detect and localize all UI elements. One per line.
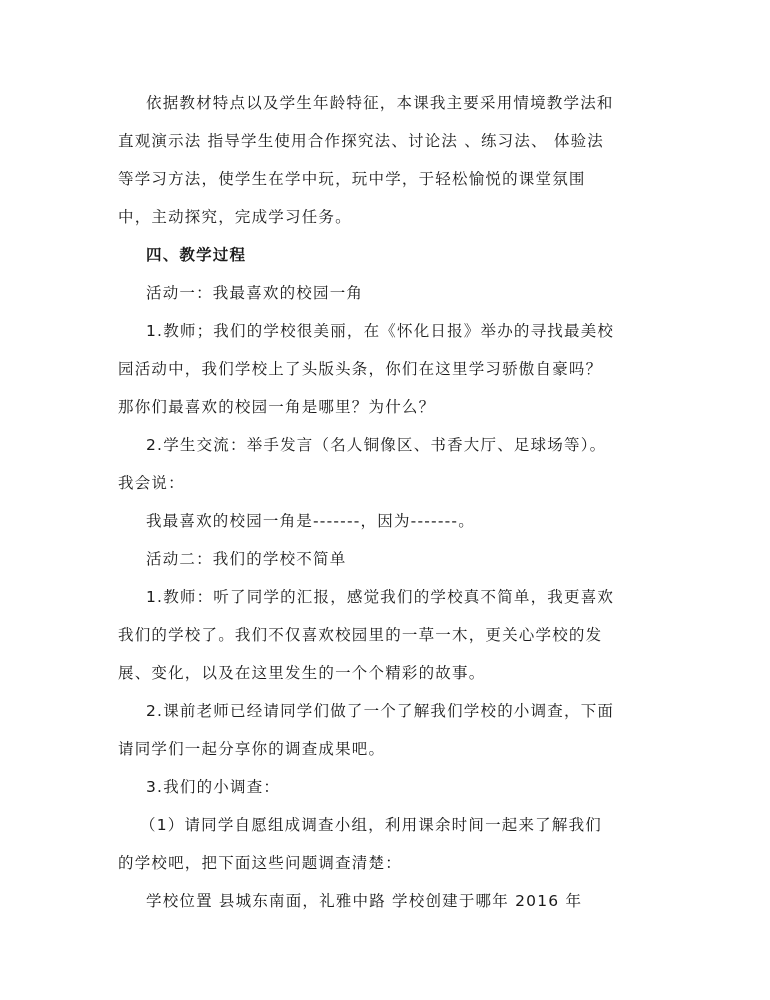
paragraph-line: 我会说： bbox=[118, 474, 185, 492]
activity-title: 活动一：我最喜欢的校园一角 bbox=[146, 284, 364, 302]
paragraph-line: 3.我们的小调查： bbox=[146, 778, 281, 796]
paragraph-line: 学校位置 县城东南面，礼雅中路 学校创建于哪年 2016 年 bbox=[146, 892, 583, 910]
paragraph-line: 请同学们一起分享你的调查成果吧。 bbox=[118, 740, 386, 758]
section-heading: 四、教学过程 bbox=[146, 246, 247, 264]
paragraph-line: 直观演示法 指导学生使用合作探究法、讨论法 、练习法、 体验法 bbox=[118, 132, 604, 150]
paragraph-line: （1）请同学自愿组成调查小组，利用课余时间一起来了解我们 bbox=[140, 816, 602, 834]
paragraph-line: 2.课前老师已经请同学们做了一个了解我们学校的小调查，下面 bbox=[146, 702, 615, 720]
paragraph-line: 我最喜欢的校园一角是-------，因为-------。 bbox=[146, 512, 475, 530]
paragraph-line: 我们的学校了。我们不仅喜欢校园里的一草一木，更关心学校的发 bbox=[118, 626, 603, 644]
paragraph-line: 的学校吧，把下面这些问题调查清楚： bbox=[118, 854, 402, 872]
paragraph-line: 依据教材特点以及学生年龄特征，本课我主要采用情境教学法和 bbox=[146, 94, 614, 112]
paragraph-line: 等学习方法，使学生在学中玩，玩中学，于轻松愉悦的课堂氛围 bbox=[118, 170, 586, 188]
paragraph-line: 1.教师：听了同学的汇报，感觉我们的学校真不简单，我更喜欢 bbox=[146, 588, 615, 606]
paragraph-line: 中，主动探究，完成学习任务。 bbox=[118, 208, 352, 226]
paragraph-line: 园活动中，我们学校上了头版头条，你们在这里学习骄傲自豪吗？ bbox=[118, 360, 603, 378]
paragraph-line: 展、变化，以及在这里发生的一个个精彩的故事。 bbox=[118, 664, 486, 682]
paragraph-line: 1.教师；我们的学校很美丽，在《怀化日报》举办的寻找最美校 bbox=[146, 322, 615, 340]
activity-title: 活动二：我们的学校不简单 bbox=[146, 550, 347, 568]
paragraph-line: 2.学生交流：举手发言（名人铜像区、书香大厅、足球场等）。 bbox=[146, 436, 607, 454]
paragraph-line: 那你们最喜欢的校园一角是哪里？为什么？ bbox=[118, 398, 436, 416]
